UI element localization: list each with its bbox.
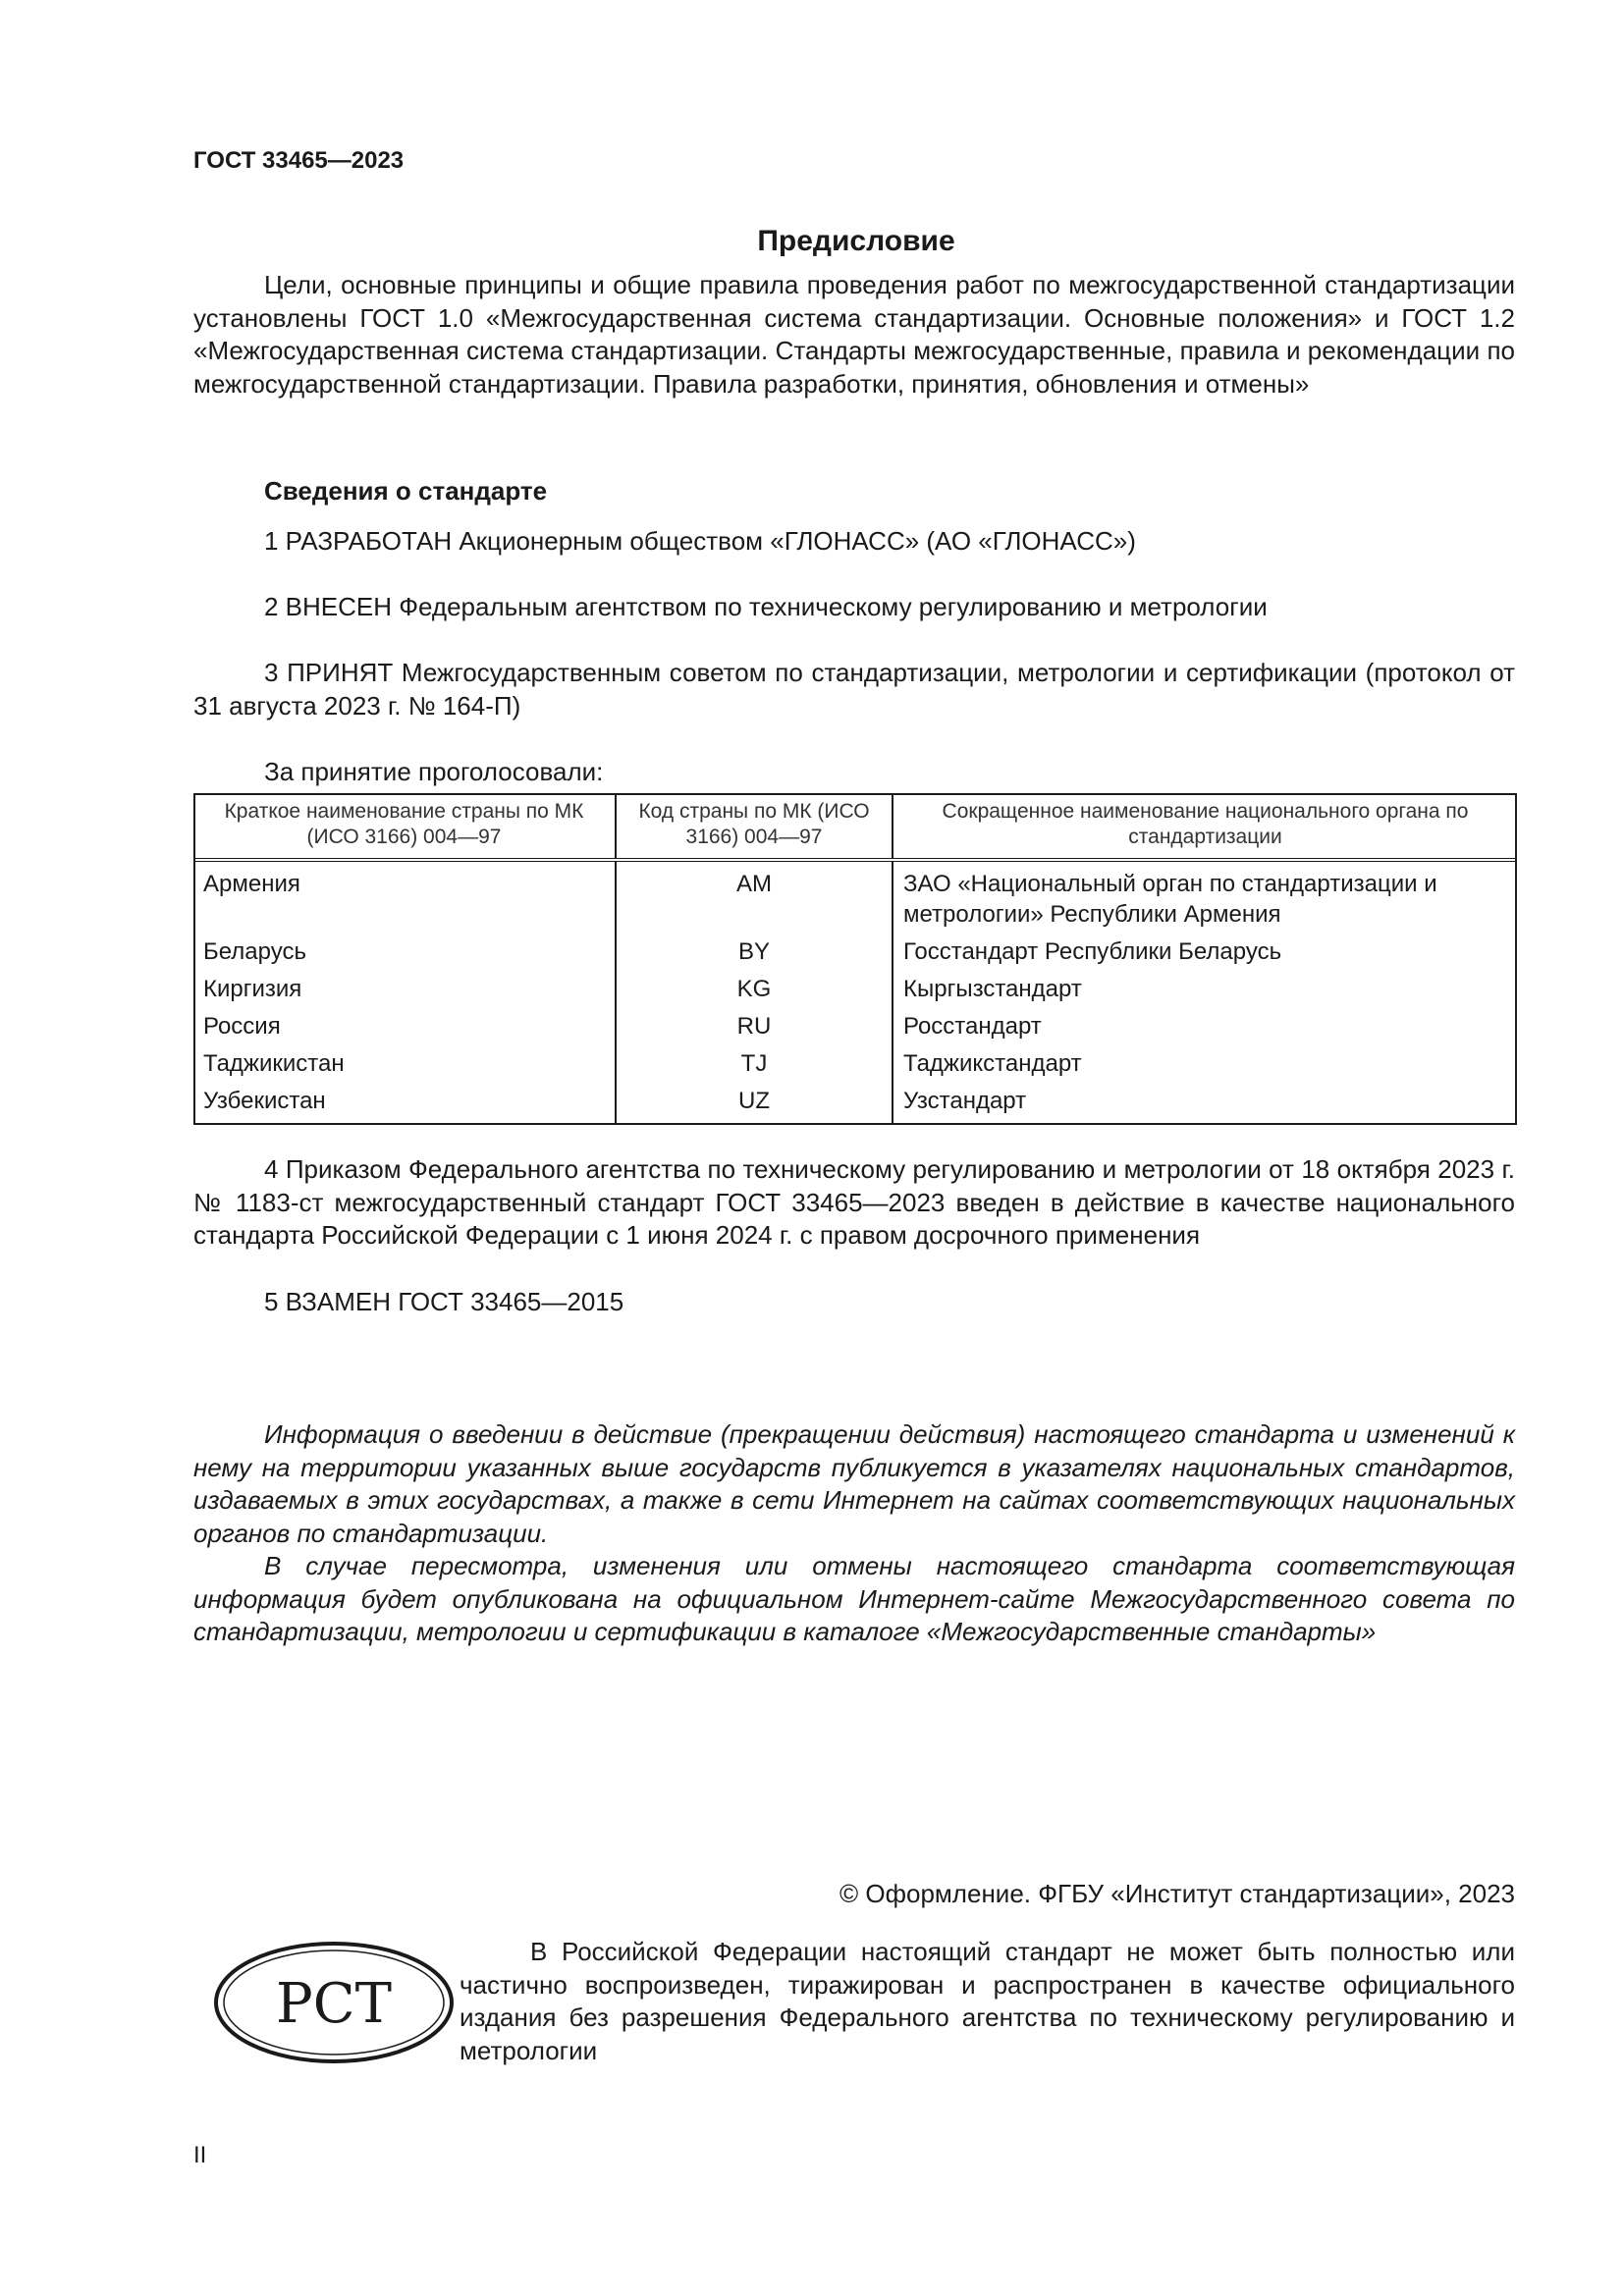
national-body-cell: ЗАО «Национальный орган по стандартизации и метрологии» Республики Армения <box>893 860 1517 934</box>
table-row <box>193 971 1517 1008</box>
column-header-country: Краткое наименование страны по МК (ИСО 3166) 004—97 <box>193 793 616 860</box>
logo-lettering: РСТ <box>276 1972 392 2036</box>
column-header-national-body: Сокращенное наименование национального органа по стандартизации <box>893 793 1517 860</box>
item-developed: 1 РАЗРАБОТАН Акционерным обществом «ГЛОНАСС» (АО «ГЛОНАСС») <box>264 526 1136 556</box>
info-note-revision: В случае пересмотра, изменения или отмены настоящего стандарта соответствующая информация будет опубликована на официальном Интернет-сайте Межгосударственного совета по стандартизации, метрологии и сертификации в каталоге «Межгосударственные стандарты» <box>193 1551 1515 1646</box>
copyright-line: © Оформление. ФГБУ «Институт стандартизации», 2023 <box>839 1879 1515 1908</box>
column-header-code: Код страны по МК (ИСО 3166) 004—97 <box>616 793 893 860</box>
intro-paragraph: Цели, основные принципы и общие правила проведения работ по межгосударственной стандартизации установлены ГОСТ 1.0 «Межгосударственная система стандартизации. Основные положения» и ГОСТ 1.2 «Межгосударственная система стандартизации. Стандарты межгосударственные, правила и рекомендации по межгосударственной стандартизации. Правила разработки, принятия, обновления и отмены» <box>193 270 1515 399</box>
document-code: ГОСТ 33465—2023 <box>193 147 405 174</box>
votes-intro: За принятие проголосовали: <box>264 757 604 786</box>
table-row <box>193 1083 1517 1124</box>
item-submitted: 2 ВНЕСЕН Федеральным агентством по техническому регулированию и метрологии <box>264 592 1268 621</box>
info-note-publication: Информация о введении в действие (прекращении действия) настоящего стандарта и изменений к нему на территории указанных выше государств публикуется в указателях национальных стандартов, издаваемых в этих государствах, а также в сети Интернет на сайтах соответствующих национальных органов по стандартизации. <box>193 1419 1515 1548</box>
country-cell: Таджикистан <box>203 1050 345 1077</box>
country-cell: Армения <box>203 871 300 897</box>
code-cell: BY <box>616 934 893 971</box>
reproduction-notice: В Российской Федерации настоящий стандарт не может быть полностью или частично воспроизведен, тиражирован и распространен в качестве официального издания без разрешения Федерального агентства по техническому регулированию и метрологии <box>460 1937 1515 2065</box>
code-cell: RU <box>616 1008 893 1045</box>
code-cell: UZ <box>616 1083 893 1124</box>
national-body-cell: Госстандарт Республики Беларусь <box>893 934 1517 971</box>
table-row <box>193 934 1517 971</box>
page-title: Предисловие <box>757 225 955 257</box>
national-body-cell: Таджикстандарт <box>893 1045 1517 1083</box>
votes-table <box>193 793 1517 1124</box>
country-cell: Узбекистан <box>203 1088 326 1114</box>
national-body-cell: Росстандарт <box>893 1008 1517 1045</box>
page-number: II <box>193 2142 207 2168</box>
table-row <box>193 860 1517 934</box>
item-order: 4 Приказом Федерального агентства по техническому регулированию и метрологии от 18 октября 2023 г. № 1183-ст межгосударственный стандарт ГОСТ 33465—2023 введен в действие в качестве национального стандарта Российской Федерации с 1 июня 2024 г. с правом досрочного применения <box>193 1154 1515 1250</box>
table-row <box>193 1008 1517 1045</box>
code-cell: TJ <box>616 1045 893 1083</box>
country-cell: Киргизия <box>203 976 302 1002</box>
rst-certification-mark-icon <box>211 1939 457 2066</box>
code-cell: KG <box>616 971 893 1008</box>
item-adopted: 3 ПРИНЯТ Межгосударственным советом по стандартизации, метрологии и сертификации (протокол от 31 августа 2023 г. № 164-П) <box>193 658 1515 721</box>
section-heading: Сведения о стандарте <box>264 476 548 506</box>
national-body-cell: Узстандарт <box>893 1083 1517 1124</box>
votes-table-header-row <box>193 793 1517 860</box>
code-cell: AM <box>616 860 893 934</box>
table-row <box>193 1045 1517 1083</box>
country-cell: Россия <box>203 1013 281 1040</box>
country-cell: Беларусь <box>203 938 306 965</box>
item-replaces: 5 ВЗАМЕН ГОСТ 33465—2015 <box>264 1287 624 1316</box>
national-body-cell: Кыргызстандарт <box>893 971 1517 1008</box>
